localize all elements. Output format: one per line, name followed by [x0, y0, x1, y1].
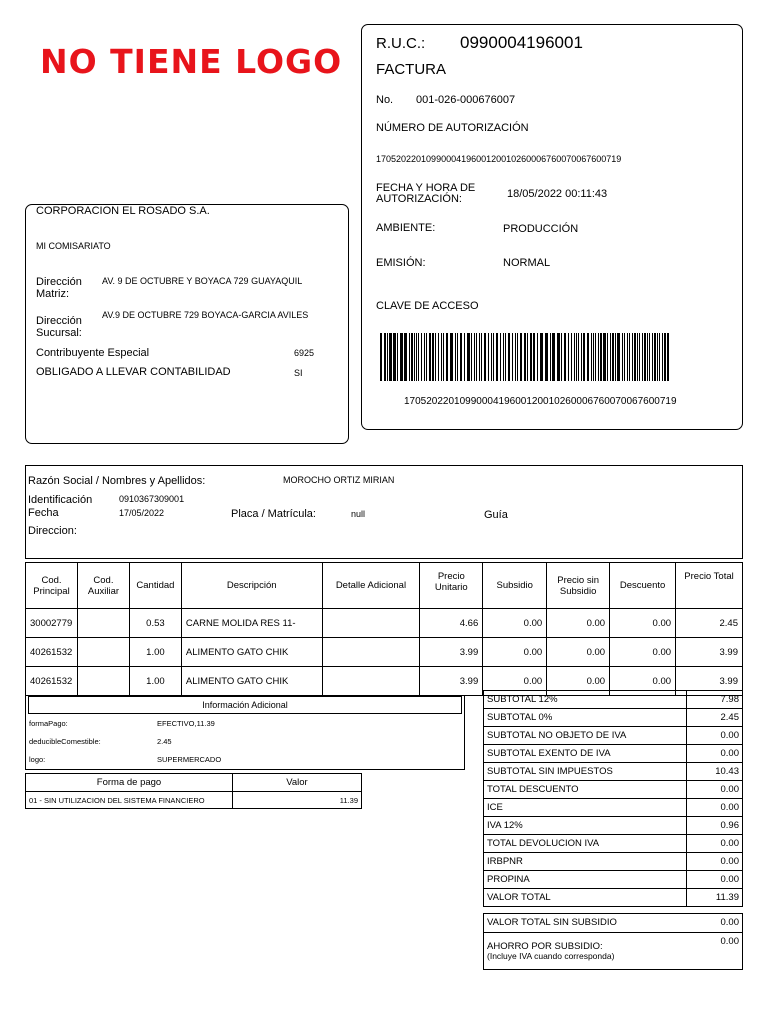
subsidy-box [483, 913, 743, 970]
barcode-bar [557, 333, 560, 381]
barcode-bar [484, 333, 486, 381]
payment-method: 01 - SIN UTILIZACION DEL SISTEMA FINANCIERO [26, 792, 233, 809]
ahorro-label: AHORRO POR SUBSIDIO: [487, 941, 603, 952]
totals-row [484, 889, 743, 907]
barcode-bar [432, 333, 434, 381]
sucursal-label: Dirección Sucursal: [36, 315, 82, 339]
totals-value: 10.43 [687, 763, 743, 781]
barcode-bar [446, 333, 448, 381]
invoice-header-box [361, 24, 743, 430]
cell-precio-sin-subsidio: 0.00 [547, 667, 610, 696]
invoice-no: 001-026-000676007 [416, 94, 516, 106]
col-detalle-adicional: Detalle Adicional [322, 563, 420, 609]
clave-value: 1705202201099000419600120010260006760070067600719 [404, 396, 677, 407]
auth-date: 18/05/2022 00:11:43 [507, 188, 608, 200]
barcode-bar [387, 333, 388, 381]
barcode-bar [622, 333, 623, 381]
payment-method-header: Forma de pago [26, 774, 233, 792]
totals-row [484, 763, 743, 781]
barcode-bar [533, 333, 535, 381]
totals-row [484, 691, 743, 709]
sucursal-address: AV.9 DE OCTUBRE 729 BOYACA-GARCIA AVILES [102, 310, 309, 320]
col-precio-unitario: Precio Unitario [420, 563, 483, 609]
totals-label: VALOR TOTAL [484, 889, 687, 907]
payment-value: 11.39 [233, 792, 362, 809]
barcode-image [380, 333, 672, 381]
info-key: logo: [29, 754, 46, 764]
barcode-bar [517, 333, 518, 381]
col-precio-sin-subsidio: Precio sin Subsidio [547, 563, 610, 609]
totals-value: 0.00 [687, 853, 743, 871]
barcode-bar [634, 333, 636, 381]
barcode-bar [644, 333, 646, 381]
barcode-bar [426, 333, 427, 381]
cell-precio-total: 3.99 [676, 667, 743, 696]
cell-subsidio: 0.00 [483, 638, 547, 667]
ruc-label: R.U.C.: [376, 35, 426, 52]
barcode-bar [627, 333, 628, 381]
cell-precio-unitario: 3.99 [420, 667, 483, 696]
totals-label: IVA 12% [484, 817, 687, 835]
barcode-bar [404, 333, 407, 381]
barcode-bar [441, 333, 442, 381]
ambiente-label: AMBIENTE: [376, 222, 436, 234]
barcode-bar [617, 333, 620, 381]
barcode-bar [561, 333, 562, 381]
barcode-bar [380, 333, 382, 381]
cell-subsidio: 0.00 [483, 609, 547, 638]
cell-precio-unitario: 3.99 [420, 638, 483, 667]
placa-value: null [351, 509, 366, 519]
barcode-bar [512, 333, 513, 381]
emision-value: NORMAL [503, 257, 551, 269]
cell-precio-unitario: 4.66 [420, 609, 483, 638]
barcode-bar [576, 333, 577, 381]
subsidy-sin-value: 0.00 [720, 917, 739, 928]
fecha-value: 17/05/2022 [119, 508, 165, 518]
barcode-bar [654, 333, 656, 381]
barcode-bar [568, 333, 569, 381]
totals-value: 0.00 [687, 781, 743, 799]
cell-cantidad: 0.53 [129, 609, 181, 638]
barcode-bar [500, 333, 501, 381]
barcode-bar [624, 333, 625, 381]
totals-value: 0.00 [687, 871, 743, 889]
barcode-bar [508, 333, 510, 381]
barcode-bar [416, 333, 417, 381]
totals-label: SUBTOTAL 12% [484, 691, 687, 709]
cell-descripcion: CARNE MOLIDA RES 11- [181, 609, 322, 638]
barcode-bar [389, 333, 392, 381]
barcode-bar [657, 333, 658, 381]
cell-cod-principal: 30002779 [26, 609, 78, 638]
table-row [26, 792, 362, 809]
barcode-bar [659, 333, 660, 381]
cell-cod-auxiliar [77, 638, 129, 667]
totals-value: 0.00 [687, 745, 743, 763]
cell-cantidad: 1.00 [129, 638, 181, 667]
cell-detalle [322, 667, 420, 696]
barcode-bar [540, 333, 543, 381]
barcode-bar [467, 333, 470, 381]
cell-precio-total: 2.45 [676, 609, 743, 638]
barcode-bar [647, 333, 648, 381]
barcode-bar [581, 333, 582, 381]
barcode-bar [450, 333, 453, 381]
buyer-box [25, 465, 743, 559]
barcode-bar [493, 333, 494, 381]
matriz-address: AV. 9 DE OCTUBRE Y BOYACA 729 GUAYAQUIL [102, 276, 303, 286]
barcode-bar [505, 333, 506, 381]
barcode-bar [515, 333, 516, 381]
invoice-no-label: No. [376, 94, 394, 106]
matriz-label: Dirección Matriz: [36, 276, 82, 300]
barcode-bar [664, 333, 666, 381]
barcode-bar [409, 333, 410, 381]
totals-label: SUBTOTAL NO OBJETO DE IVA [484, 727, 687, 745]
barcode-bar [460, 333, 462, 381]
cell-cod-principal: 40261532 [26, 667, 78, 696]
totals-label: TOTAL DEVOLUCION IVA [484, 835, 687, 853]
barcode-bar [530, 333, 532, 381]
barcode-bar [438, 333, 439, 381]
subsidy-sin-row [484, 914, 742, 933]
barcode-bar [527, 333, 528, 381]
barcode-bar [418, 333, 419, 381]
placa-label: Placa / Matrícula: [231, 508, 316, 520]
barcode-bar [491, 333, 492, 381]
barcode-bar [587, 333, 589, 381]
barcode-bar [411, 333, 413, 381]
barcode-bar [595, 333, 596, 381]
totals-value: 0.00 [687, 799, 743, 817]
barcode-bar [400, 333, 403, 381]
cell-cantidad: 1.00 [129, 667, 181, 696]
issuer-box [25, 204, 349, 444]
contabilidad-label: OBLIGADO A LLEVAR CONTABILIDAD [36, 366, 231, 378]
col-precio-total: Precio Total [676, 563, 743, 609]
identificacion-label: Identificación [28, 494, 93, 506]
cell-subsidio: 0.00 [483, 667, 547, 696]
totals-table [483, 690, 743, 907]
cell-detalle [322, 638, 420, 667]
cell-descripcion: ALIMENTO GATO CHIK [181, 667, 322, 696]
barcode-bar [503, 333, 504, 381]
auth-number-label: NÚMERO DE AUTORIZACIÓN [376, 122, 529, 134]
info-key: formaPago: [29, 718, 68, 728]
barcode-bar [384, 333, 386, 381]
barcode-bar [496, 333, 498, 381]
cell-cod-auxiliar [77, 667, 129, 696]
barcode-bar [571, 333, 572, 381]
payment-value-header: Valor [233, 774, 362, 792]
auth-number: 1705202201099000419600120010260006760070067600719 [376, 154, 622, 164]
barcode-bar [476, 333, 477, 381]
barcode-bar [607, 333, 608, 381]
info-key: deducibleComestible: [29, 736, 101, 746]
clave-label: CLAVE DE ACCESO [376, 300, 479, 312]
list-item [26, 714, 464, 732]
auth-date-label: FECHA Y HORA DE AUTORIZACIÓN: [376, 182, 476, 205]
table-row [26, 609, 743, 638]
barcode-bar [639, 333, 640, 381]
totals-value: 0.00 [687, 727, 743, 745]
additional-info-box [25, 695, 465, 770]
cell-descuento: 0.00 [610, 638, 676, 667]
barcode-bar [545, 333, 548, 381]
totals-row [484, 817, 743, 835]
totals-label: TOTAL DESCUENTO [484, 781, 687, 799]
col-cod-auxiliar: Cod. Auxiliar [77, 563, 129, 609]
doc-type: FACTURA [376, 61, 447, 78]
barcode-bar [603, 333, 606, 381]
emision-label: EMISIÓN: [376, 257, 426, 269]
barcode-bar [455, 333, 456, 381]
barcode-bar [474, 333, 475, 381]
totals-label: PROPINA [484, 871, 687, 889]
totals-value: 7.98 [687, 691, 743, 709]
totals-value: 0.00 [687, 835, 743, 853]
col-descripcion: Descripción [181, 563, 322, 609]
totals-row [484, 835, 743, 853]
cell-detalle [322, 609, 420, 638]
barcode-bar [637, 333, 638, 381]
additional-info-title: Información Adicional [28, 696, 462, 714]
col-cantidad: Cantidad [129, 563, 181, 609]
col-subsidio: Subsidio [483, 563, 547, 609]
barcode-bar [397, 333, 398, 381]
barcode-bar [564, 333, 566, 381]
barcode-bar [421, 333, 422, 381]
barcode-bar [610, 333, 611, 381]
items-table [25, 562, 743, 696]
razon-value: MOROCHO ORTIZ MIRIAN [283, 475, 395, 485]
barcode-bar [598, 333, 599, 381]
identificacion-value: 0910367309001 [119, 494, 185, 504]
payment-table [25, 773, 362, 809]
barcode-bar [615, 333, 616, 381]
list-item [26, 732, 464, 750]
totals-label: SUBTOTAL EXENTO DE IVA [484, 745, 687, 763]
especial-value: 6925 [294, 348, 315, 358]
totals-label: SUBTOTAL SIN IMPUESTOS [484, 763, 687, 781]
contabilidad-value: SI [294, 368, 303, 378]
additional-info-table [26, 714, 464, 768]
cell-descuento: 0.00 [610, 609, 676, 638]
barcode-bar [578, 333, 579, 381]
barcode-bar [524, 333, 526, 381]
ruc-value: 0990004196001 [460, 33, 583, 52]
barcode-bar [649, 333, 650, 381]
barcode-bar [583, 333, 585, 381]
cell-descripcion: ALIMENTO GATO CHIK [181, 638, 322, 667]
razon-label: Razón Social / Nombres y Apellidos: [28, 475, 206, 487]
barcode-bar [667, 333, 669, 381]
barcode-bar [457, 333, 458, 381]
totals-value: 0.96 [687, 817, 743, 835]
barcode-bar [574, 333, 575, 381]
fecha-label: Fecha [28, 507, 59, 519]
barcode-bar [591, 333, 592, 381]
totals-value: 2.45 [687, 709, 743, 727]
barcode-bar [471, 333, 472, 381]
barcode-bar [424, 333, 425, 381]
info-value: EFECTIVO,11.39 [157, 718, 215, 728]
especial-label: Contribuyente Especial [36, 347, 150, 359]
barcode-bar [443, 333, 444, 381]
col-descuento: Descuento [610, 563, 676, 609]
info-value: 2.45 [157, 736, 172, 746]
barcode-bar [593, 333, 594, 381]
cell-precio-sin-subsidio: 0.00 [547, 609, 610, 638]
totals-row [484, 727, 743, 745]
totals-label: IRBPNR [484, 853, 687, 871]
cell-precio-sin-subsidio: 0.00 [547, 638, 610, 667]
barcode-bar [520, 333, 522, 381]
logo-placeholder-text: NO TIENE LOGO [40, 42, 343, 81]
list-item [26, 750, 464, 768]
col-cod-principal: Cod. Principal [26, 563, 78, 609]
barcode-bar [393, 333, 396, 381]
barcode-bar [662, 333, 663, 381]
barcode-bar [632, 333, 633, 381]
ahorro-value: 0.00 [720, 936, 739, 947]
cell-cod-principal: 40261532 [26, 638, 78, 667]
cell-cod-auxiliar [77, 609, 129, 638]
totals-row [484, 871, 743, 889]
barcode-bar [642, 333, 643, 381]
barcode-bar [481, 333, 482, 381]
barcode-bar [652, 333, 653, 381]
totals-label: ICE [484, 799, 687, 817]
totals-row [484, 781, 743, 799]
direccion-label: Direccion: [28, 525, 77, 537]
cell-descuento: 0.00 [610, 667, 676, 696]
totals-value: 11.39 [687, 889, 743, 907]
barcode-bar [488, 333, 489, 381]
subsidy-sin-label: VALOR TOTAL SIN SUBSIDIO [487, 917, 617, 928]
ambiente-value: PRODUCCIÓN [503, 223, 579, 235]
issuer-name: CORPORACION EL ROSADO S.A. [36, 205, 210, 217]
totals-row [484, 853, 743, 871]
barcode-bar [537, 333, 538, 381]
barcode-bar [429, 333, 431, 381]
totals-label: SUBTOTAL 0% [484, 709, 687, 727]
totals-row [484, 799, 743, 817]
info-value: SUPERMERCADO [157, 754, 222, 764]
barcode-bar [414, 333, 415, 381]
totals-row [484, 709, 743, 727]
barcode-bar [479, 333, 480, 381]
totals-row [484, 745, 743, 763]
ahorro-note: (Incluye IVA cuando corresponda) [487, 951, 615, 961]
payment-header-row [26, 774, 362, 792]
items-header-row [26, 563, 743, 609]
barcode-bar [629, 333, 630, 381]
issuer-trade-name: MI COMISARIATO [36, 241, 111, 251]
cell-precio-total: 3.99 [676, 638, 743, 667]
barcode-bar [600, 333, 602, 381]
barcode-bar [552, 333, 555, 381]
barcode-bar [550, 333, 551, 381]
guia-label: Guía [484, 509, 508, 521]
barcode-bar [464, 333, 465, 381]
barcode-bar [612, 333, 614, 381]
barcode-bar [435, 333, 436, 381]
table-row [26, 638, 743, 667]
